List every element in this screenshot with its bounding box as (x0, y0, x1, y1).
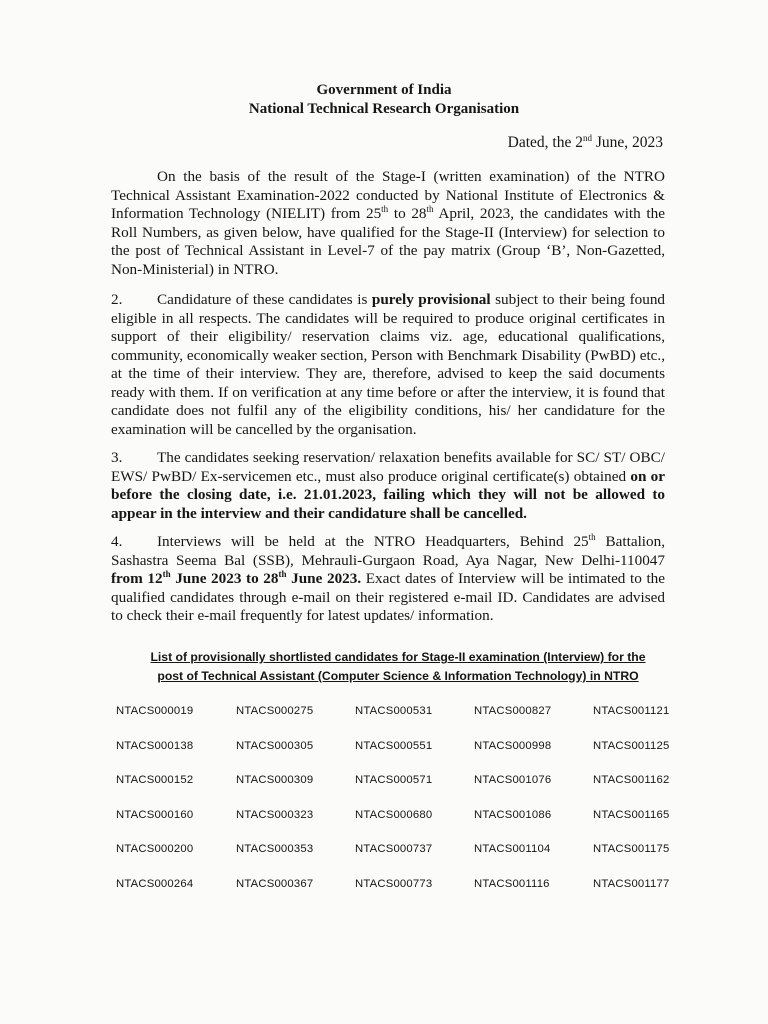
document-header (0, 81, 768, 119)
roll-number: NTACS001116 (474, 877, 550, 890)
p2-number: 2. (111, 291, 123, 308)
date-sup: nd (582, 132, 592, 143)
p2-text-b: subject to their being found eligible in all respects. The candidates will be required to produce original certificates in support of their eligibility/ reservation claims viz. age, educational qualifications, community, economically weaker section, Person with Benchmark Disability (PwBD) etc., at the time of their interview. They are, therefore, advised to keep the said documents ready with them. If on verification at any time before or after the interview, it is found that candidate does not fulfil any of the eligibility conditions, his/ her candidature for the examination will be cancelled by the organisation. (111, 291, 666, 438)
paragraph-1 (111, 168, 665, 279)
roll-number: NTACS001076 (474, 774, 552, 787)
roll-number: NTACS000323 (236, 808, 314, 821)
paragraph-4 (111, 533, 665, 626)
p1-text-c: April, 2023, the candidates with the Roll Numbers, as given below, have qualified for the Stage-II (Interview) for selection to the post of Technical Assistant in Level-7 of the pay matrix (Group ‘B’, Non-Gazetted, Non-Ministerial) in NTRO. (111, 205, 665, 278)
p4-text-c: Exact dates of Interview will be intimated to the qualified candidates through e-mail on their registered e-mail ID. Candidates are advised to check their e-mail frequently for latest updates/ information. (111, 570, 665, 624)
roll-number: NTACS000531 (355, 705, 433, 717)
roll-number: NTACS001162 (593, 774, 670, 787)
roll-number: NTACS000353 (236, 843, 314, 856)
p3-text-a: The candidates seeking reservation/ relaxation benefits available for SC/ ST/ OBC/ EWS/ PwBD/ Ex-servicemen etc., must also produce original certificate(s) obtained (111, 449, 665, 485)
roll-number: NTACS000737 (355, 843, 433, 856)
roll-number: NTACS001121 (593, 705, 670, 717)
p2-bold: purely provisional (371, 291, 491, 308)
date-line (508, 133, 663, 152)
roll-number: NTACS001165 (593, 808, 670, 821)
list-title-line-1: List of provisionally shortlisted candidates for Stage-II examination (Interview) for the (150, 650, 646, 664)
roll-number: NTACS001177 (593, 877, 670, 890)
roll-number: NTACS000138 (116, 739, 194, 752)
p1-text-b: to 28 (388, 205, 427, 222)
p4-number: 4. (111, 533, 123, 550)
roll-number: NTACS000551 (355, 739, 433, 752)
roll-number: NTACS001086 (474, 808, 552, 821)
p4-sup-2: th (162, 568, 171, 579)
p3-number: 3. (111, 449, 123, 466)
p4-sup-3: th (278, 568, 287, 579)
list-title (96, 648, 700, 686)
paragraph-2 (111, 291, 665, 439)
roll-number: NTACS000827 (474, 705, 552, 717)
roll-number: NTACS001125 (593, 739, 670, 752)
roll-number: NTACS000309 (236, 774, 314, 787)
roll-number: NTACS000773 (355, 877, 433, 890)
roll-number: NTACS000160 (116, 808, 194, 821)
p4-text-b: Battalion, Sashastra Seema Bal (SSB), Mehrauli-Gurgaon Road, Aya Nagar, New Delhi-110047 (111, 533, 665, 569)
roll-number: NTACS001104 (474, 843, 551, 856)
p2-text-a: Candidature of these candidates is (157, 291, 372, 308)
date-prefix: Dated, the 2 (507, 134, 583, 151)
p4-text-a: Interviews will be held at the NTRO Headquarters, Behind 25 (157, 533, 589, 550)
p4-bold-2: June 2023 to 28 (170, 570, 279, 587)
p3-bold: on or before the closing date, i.e. 21.01.2023, failing which they will not be allowed to appear in the interview and their candidature shall be cancelled. (111, 467, 665, 522)
roll-number: NTACS000305 (236, 739, 314, 752)
roll-number: NTACS000680 (355, 808, 433, 821)
header-government: Government of India (316, 82, 452, 98)
p4-sup-1: th (588, 531, 596, 542)
roll-number: NTACS000275 (236, 705, 314, 717)
roll-number: NTACS000019 (116, 705, 194, 717)
p4-bold-3: June 2023. (286, 570, 362, 587)
roll-number: NTACS000998 (474, 739, 552, 752)
p1-sup-2: th (426, 203, 434, 214)
roll-number: NTACS000152 (116, 774, 194, 787)
paragraph-3 (111, 449, 665, 523)
list-title-line-2: post of Technical Assistant (Computer Science & Information Technology) in NTRO (157, 669, 639, 683)
roll-number: NTACS000200 (116, 843, 194, 856)
p4-bold-1: from 12 (111, 570, 163, 587)
roll-number: NTACS000367 (236, 877, 314, 890)
p1-text-a: On the basis of the result of the Stage-I (written examination) of the NTRO Technical Assistant Examination-2022 conducted by National Institute of Electronics & Information Technology (NIELIT) from 25 (111, 168, 665, 222)
header-organisation: National Technical Research Organisation (248, 101, 520, 117)
roll-number: NTACS000571 (355, 774, 433, 787)
roll-number: NTACS000264 (116, 877, 194, 890)
roll-number: NTACS001175 (593, 843, 670, 856)
p1-sup-1: th (381, 203, 389, 214)
date-suffix: June, 2023 (591, 134, 663, 151)
